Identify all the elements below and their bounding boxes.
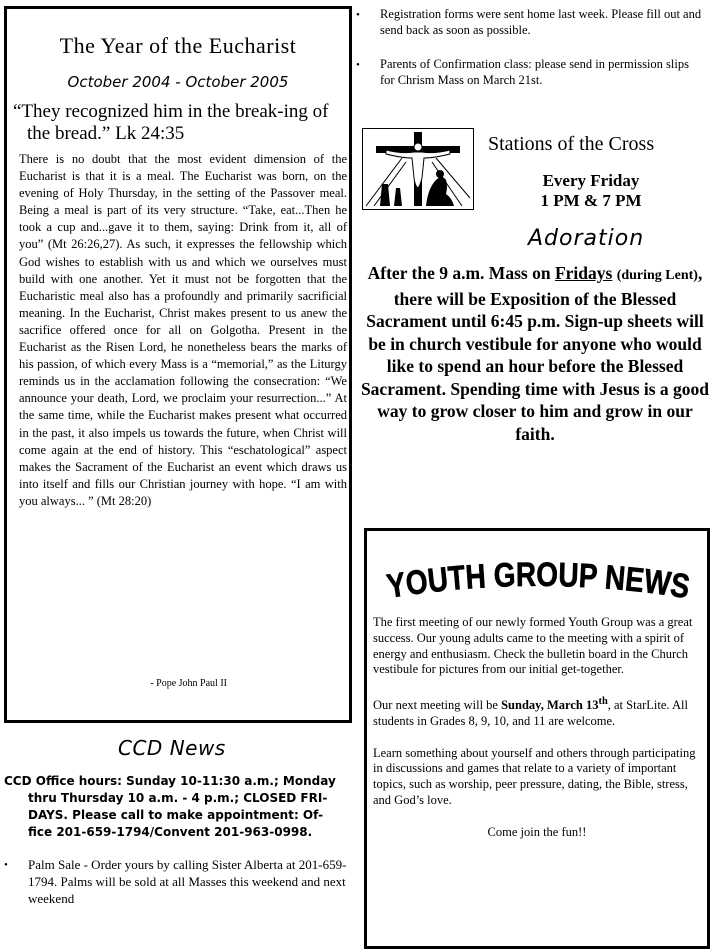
youth-paragraph-3: Learn something about yourself and others through participating in discussions and games that relate to a variety of important topics, such as worship, peer pressure, dating, the Bible, stress, and God’s love. [373, 745, 696, 807]
announcement-text: Parents of Confirmation class: please send in permission slips for Chrism Mass on March 21st. [380, 57, 689, 87]
ccd-hours-line-3: DAYS. Please call to make appointment: Of- [28, 808, 324, 822]
list-item [356, 6, 706, 38]
youth-group-title [367, 551, 707, 612]
adoration-lent: (during Lent) [616, 268, 698, 283]
youth-group-box [364, 528, 710, 949]
adoration-title: Adoration [528, 226, 645, 251]
adoration-fridays: Fridays [554, 263, 613, 283]
stations-schedule [486, 171, 696, 211]
announcement-text: Registration forms were sent home last week. Please fill out and send back as soon as possible. [380, 7, 702, 37]
adoration-part-1: After the 9 a.m. Mass on [367, 263, 551, 283]
youth-group-title-art [377, 551, 697, 607]
bullet-icon: • [356, 59, 360, 71]
ccd-office-hours [4, 773, 350, 841]
article-body: There is no doubt that the most evident dimension of the Eucharist is that it is a meal. The Eucharist was born, on the evening of Holy Thursday, in the setting of the Passover meal. Being a meal is part of its very structure. “Take, eat...Then he took a cup and...gave it to them, saying: Drink from it, all of you” (Mt 26:26,27). As such, it expresses the fellowship which God wishes to establish with us and which we ourselves must build with one another. Yet it must not be forgotten that the Eucharistic meal also has a profoundly and primarily sacrificial meaning. In the Eucharist, Christ makes present to us anew the sacrifice offered once for all on Golgotha. Present in the Eucharist as the Risen Lord, he nonetheless bears the marks of his passion, of which every Mass is a “memorial,” as the Liturgy reminds us in the acclamation following the consecration: “We announce your death, Lord, we proclaim your resurrection...” At the same time, while the Eucharist makes present what occurred in the past, it also impels us towards the future, when Christ will come again at the end of history. This “eschatological” aspect makes the Sacrament of the Eucharist an event which draws us into itself and fills our Christian journey with hope. “I am with you always... ” (Mt 28:20) [19, 152, 347, 508]
crucifix-icon [362, 128, 474, 210]
list-item [356, 56, 706, 88]
ccd-hours-line-1: CCD Office hours: Sunday 10-11:30 a.m.; Monday [4, 774, 336, 788]
youth-closing: Come join the fun!! [487, 824, 587, 839]
adoration-part-2: , there will be Exposition of the Blessed Sacrament until 6:45 p.m. Sign-up sheets will be in church vestibule for anyone who would like to spend an hour before the Blessed Sacrament. Spending time with Jesus is a good way to grow closer to him and grow in our faith. [360, 263, 710, 444]
meeting-date: Sunday, March 13th [501, 695, 608, 713]
youth-group-text [373, 615, 701, 856]
ccd-hours-line-4: fice 201-659-1794/Convent 201-963-0998. [28, 825, 313, 839]
youth-paragraph-2: Our next meeting will be Sunday, March 13th, at StarLite. All students in Grades 8, 9, 10, and 11 are welcome. [373, 695, 688, 728]
stations-day: Every Friday [542, 171, 640, 190]
article-attribution: - Pope John Paul II [150, 678, 227, 689]
youth-paragraph-1: The first meeting of our newly formed Youth Group was a great success. Our young adults came to the meeting with a spirit of energy and enthusiasm. Check the bulletin board in the Church vestibule for pictures from our initial get-together. [373, 615, 693, 677]
bullet-icon: • [356, 9, 360, 21]
bullet-icon: • [4, 859, 8, 871]
ccd-hours-line-2: thru Thursday 10 a.m. - 4 p.m.; CLOSED FRI- [28, 791, 328, 805]
article-dates: October 2004 - October 2005 [67, 73, 289, 91]
announcement-list [356, 6, 706, 106]
article-title: The Year of the Eucharist [59, 33, 297, 58]
palm-sale-item [4, 856, 350, 907]
eucharist-article [4, 6, 352, 723]
svg-text:YOUTH GROUP NEWS [384, 555, 697, 607]
palm-sale-text: Palm Sale - Order yours by calling Sister Alberta at 201-659-1794. Palms will be sold at all Masses this weekend and next weekend [28, 857, 347, 906]
stations-times: 1 PM & 7 PM [540, 191, 642, 210]
article-quote: “They recognized him in the break-ing of the bread.” Lk 24:35 [13, 101, 329, 144]
youth-group-title-text: YOUTH GROUP NEWS [384, 555, 697, 607]
stations-title: Stations of the Cross [488, 133, 655, 155]
ccd-news-title: CCD News [118, 736, 226, 760]
adoration-text [360, 262, 710, 445]
